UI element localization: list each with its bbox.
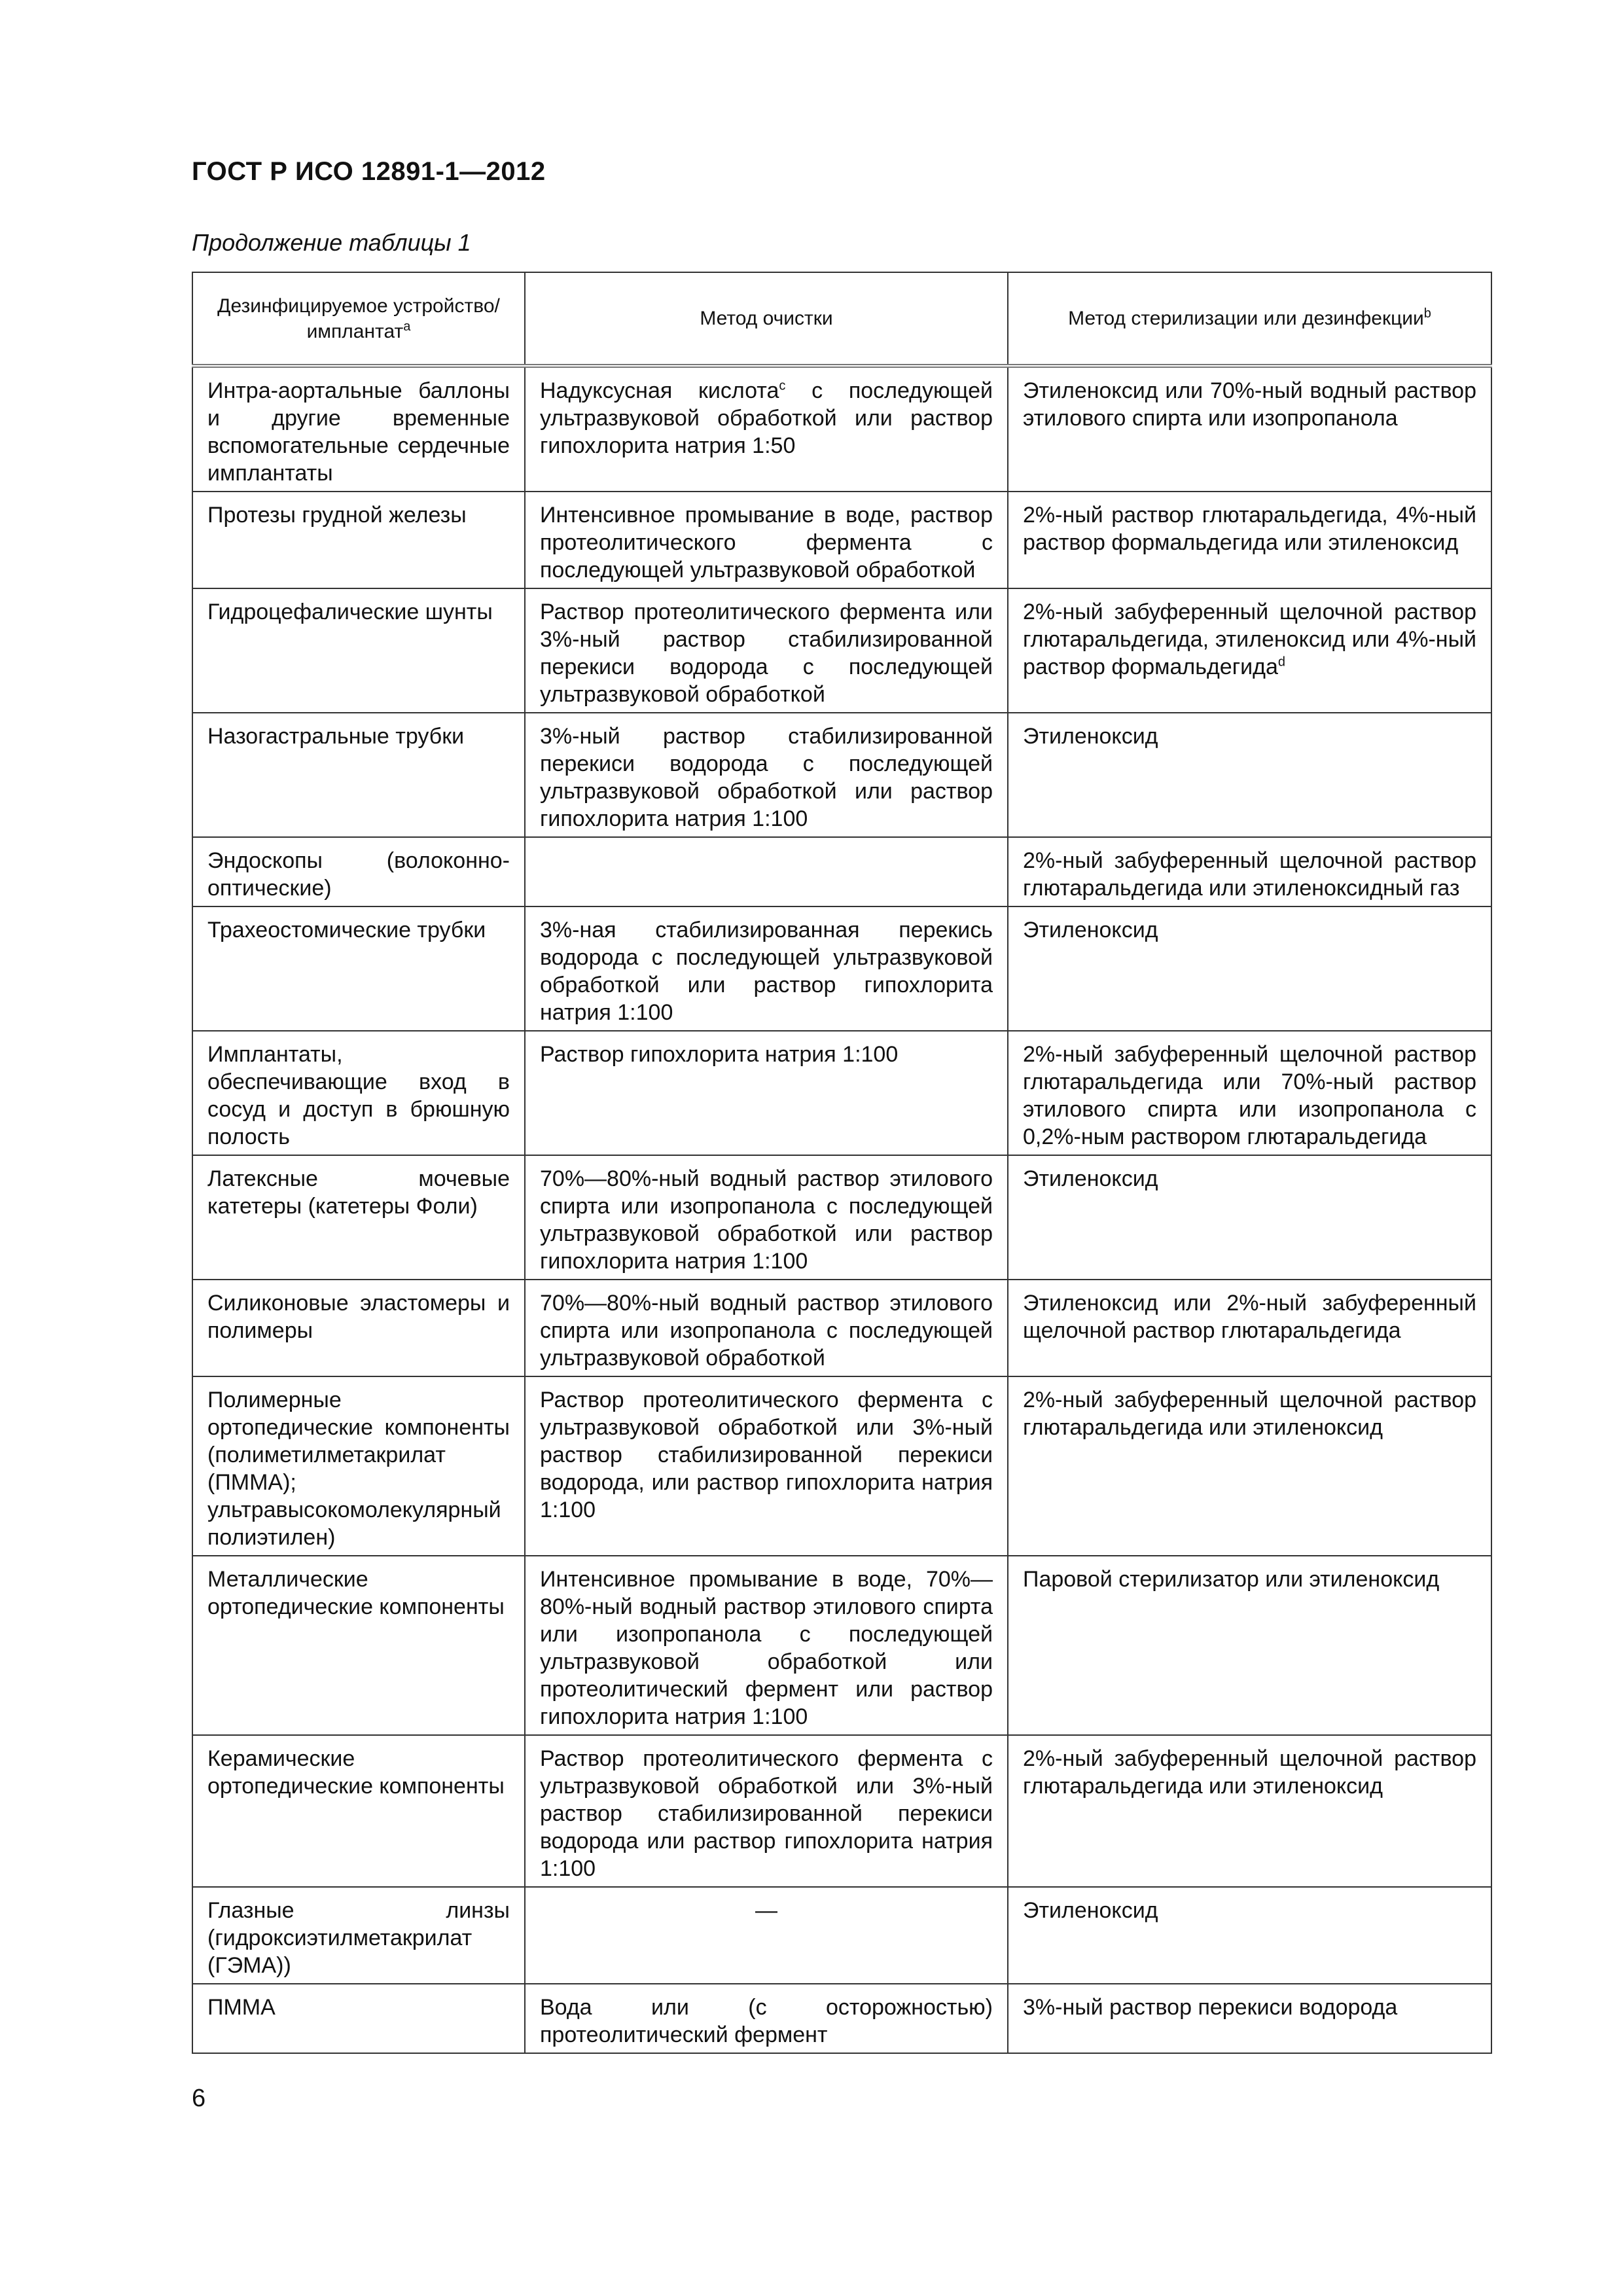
footnote-marker: b	[1423, 306, 1431, 321]
sterilization-text: Этиленоксид	[1023, 724, 1158, 749]
sterilization-text: 2%-ный забуференный щелочной раствор глютаральдегида или 70%-ный раствор этилового спирта или изопропанола с 0,2%-ным раствором глютаральдегида	[1023, 1042, 1476, 1149]
cleaning-text-continued: с последующей ультразвуковой обработкой или раствор гипохлорита натрия 1:50	[540, 378, 993, 458]
sterilization-text: Этиленоксид	[1023, 918, 1158, 942]
document-header: ГОСТ Р ИСО 12891-1—2012	[192, 157, 546, 186]
cleaning-text: 70%—80%-ный водный раствор этилового спирта или изопропанола с последующей ультразвуковой обработкой	[540, 1291, 993, 1371]
cell-sterilization	[1008, 837, 1491, 906]
sterilization-text: 3%-ный раствор перекиси водорода	[1023, 1995, 1398, 2020]
cell-sterilization	[1008, 1984, 1491, 2053]
cell-device: Силиконовые эластомеры и полимеры	[192, 1280, 525, 1376]
table-row	[192, 906, 1491, 1031]
cell-device: Эндоскопы (волоконно-оптические)	[192, 837, 525, 906]
sterilization-text: Этиленоксид или 2%-ный забуференный щелочной раствор глютаральдегида	[1023, 1291, 1476, 1343]
table-row	[192, 1887, 1491, 1984]
table-header-row	[192, 272, 1491, 366]
cleaning-text: Раствор протеолитического фермента с ультразвуковой обработкой или 3%-ный раствор стабилизированной перекиси водорода, или раствор гипохлорита натрия 1:100	[540, 1388, 993, 1522]
cell-cleaning	[525, 366, 1008, 492]
page-number: 6	[192, 2085, 206, 2112]
cleaning-text: Раствор протеолитического фермента или 3%-ный раствор стабилизированной перекиси водорода с последующей ультразвуковой обработкой	[540, 600, 993, 707]
cleaning-text: Вода или (с осторожностью) протеолитический фермент	[540, 1995, 993, 2047]
cell-cleaning	[525, 588, 1008, 713]
cell-sterilization	[1008, 1376, 1491, 1556]
sterilization-text: Этиленоксид	[1023, 1898, 1158, 1923]
cell-device: Имплантаты, обеспечивающие вход в сосуд и доступ в брюшную полость	[192, 1031, 525, 1155]
cell-sterilization	[1008, 1155, 1491, 1280]
table-row	[192, 837, 1491, 906]
cell-sterilization	[1008, 1031, 1491, 1155]
cell-device: Глазные линзы (гидроксиэтилметакрилат (ГЭМА))	[192, 1887, 525, 1984]
column-header-sterilization: Метод стерилизации или дезинфекции$^b$	[1008, 272, 1491, 366]
cell-device: Гидроцефалические шунты	[192, 588, 525, 713]
cell-device: Протезы грудной железы	[192, 492, 525, 588]
cell-sterilization	[1008, 1735, 1491, 1887]
table-row	[192, 1280, 1491, 1376]
cell-device: Назогастральные трубки	[192, 713, 525, 837]
cell-sterilization	[1008, 1887, 1491, 1984]
cell-cleaning	[525, 1887, 1008, 1984]
table-row	[192, 1984, 1491, 2053]
cell-cleaning	[525, 1376, 1008, 1556]
cell-cleaning	[525, 1735, 1008, 1887]
cell-cleaning	[525, 1155, 1008, 1280]
table-row	[192, 588, 1491, 713]
table-row	[192, 1556, 1491, 1735]
cell-cleaning	[525, 1280, 1008, 1376]
table-row	[192, 1735, 1491, 1887]
cell-device: Интра-аортальные баллоны и другие временные вспомогательные сердечные имплантаты	[192, 366, 525, 492]
table-row	[192, 1155, 1491, 1280]
sterilization-text: Паровой стерилизатор или этиленоксид	[1023, 1567, 1440, 1592]
cell-cleaning	[525, 492, 1008, 588]
cell-device: Полимерные ортопедические компоненты (полиметилметакрилат (ПММА); ультравысокомолекулярный полиэтилен)	[192, 1376, 525, 1556]
sterilization-text: 2%-ный забуференный щелочной раствор глютаральдегида или этиленоксидный газ	[1023, 848, 1476, 901]
sterilization-text: 2%-ный раствор глютаральдегида, 4%-ный раствор формальдегида или этиленоксид	[1023, 503, 1476, 555]
sterilization-text: 2%-ный забуференный щелочной раствор глютаральдегида или этиленоксид	[1023, 1388, 1476, 1440]
cell-cleaning	[525, 713, 1008, 837]
cell-sterilization	[1008, 1556, 1491, 1735]
column-header-device: Дезинфицируемое устройство/имплантат$^a$	[192, 272, 525, 366]
cleaning-text: Надуксусная кислота	[540, 378, 779, 403]
cell-cleaning	[525, 1984, 1008, 2053]
cell-sterilization	[1008, 492, 1491, 588]
cleaning-text: Интенсивное промывание в воде, 70%—80%-ный водный раствор этилового спирта или изопропанола с последующей ультразвуковой обработкой или протеолитический фермент или раствор гипохлорита натрия 1:100	[540, 1567, 993, 1729]
cleaning-text: Раствор протеолитического фермента с ультразвуковой обработкой или 3%-ный раствор стабилизированной перекиси водорода или раствор гипохлорита натрия 1:100	[540, 1746, 993, 1881]
cleaning-text: Интенсивное промывание в воде, раствор протеолитического фермента с последующей ультразвуковой обработкой	[540, 503, 993, 583]
cell-cleaning	[525, 837, 1008, 906]
cell-sterilization	[1008, 906, 1491, 1031]
cell-sterilization	[1008, 588, 1491, 713]
footnote-marker: a	[403, 319, 411, 334]
cleaning-text: 3%-ный раствор стабилизированной перекиси водорода с последующей ультразвуковой обработкой или раствор гипохлорита натрия 1:100	[540, 724, 993, 831]
table-body	[192, 366, 1491, 2053]
cell-device: Латексные мочевые катетеры (катетеры Фоли)	[192, 1155, 525, 1280]
footnote-marker: d	[1277, 655, 1285, 670]
cell-device: Керамические ортопедические компоненты	[192, 1735, 525, 1887]
disinfection-methods-table	[192, 272, 1492, 2054]
sterilization-text: 2%-ный забуференный щелочной раствор глютаральдегида, этиленоксид или 4%-ный раствор формальдегида	[1023, 600, 1476, 679]
cell-device: ПММА	[192, 1984, 525, 2053]
cleaning-text: 70%—80%-ный водный раствор этилового спирта или изопропанола с последующей ультразвуковой обработкой или раствор гипохлорита натрия 1:100	[540, 1166, 993, 1274]
footnote-marker: c	[779, 378, 786, 393]
sterilization-text: Этиленоксид или 70%-ный водный раствор этилового спирта или изопропанола	[1023, 378, 1476, 431]
cell-cleaning	[525, 906, 1008, 1031]
table-row	[192, 492, 1491, 588]
cell-sterilization	[1008, 713, 1491, 837]
cell-cleaning	[525, 1556, 1008, 1735]
cleaning-text: 3%-ная стабилизированная перекись водорода с последующей ультразвуковой обработкой или раствор гипохлорита натрия 1:100	[540, 918, 993, 1025]
cleaning-text: Раствор гипохлорита натрия 1:100	[540, 1042, 899, 1067]
table-row	[192, 1376, 1491, 1556]
table-row	[192, 713, 1491, 837]
cell-cleaning	[525, 1031, 1008, 1155]
cell-device: Трахеостомические трубки	[192, 906, 525, 1031]
sterilization-text: 2%-ный забуференный щелочной раствор глютаральдегида или этиленоксид	[1023, 1746, 1476, 1799]
sterilization-text: Этиленоксид	[1023, 1166, 1158, 1191]
table-row	[192, 366, 1491, 492]
table-caption: Продолжение таблицы 1	[192, 229, 471, 256]
table-row	[192, 1031, 1491, 1155]
cell-device: Металлические ортопедические компоненты	[192, 1556, 525, 1735]
cleaning-text: —	[755, 1898, 777, 1923]
cell-sterilization	[1008, 366, 1491, 492]
cell-sterilization	[1008, 1280, 1491, 1376]
column-header-cleaning: Метод очистки	[525, 272, 1008, 366]
